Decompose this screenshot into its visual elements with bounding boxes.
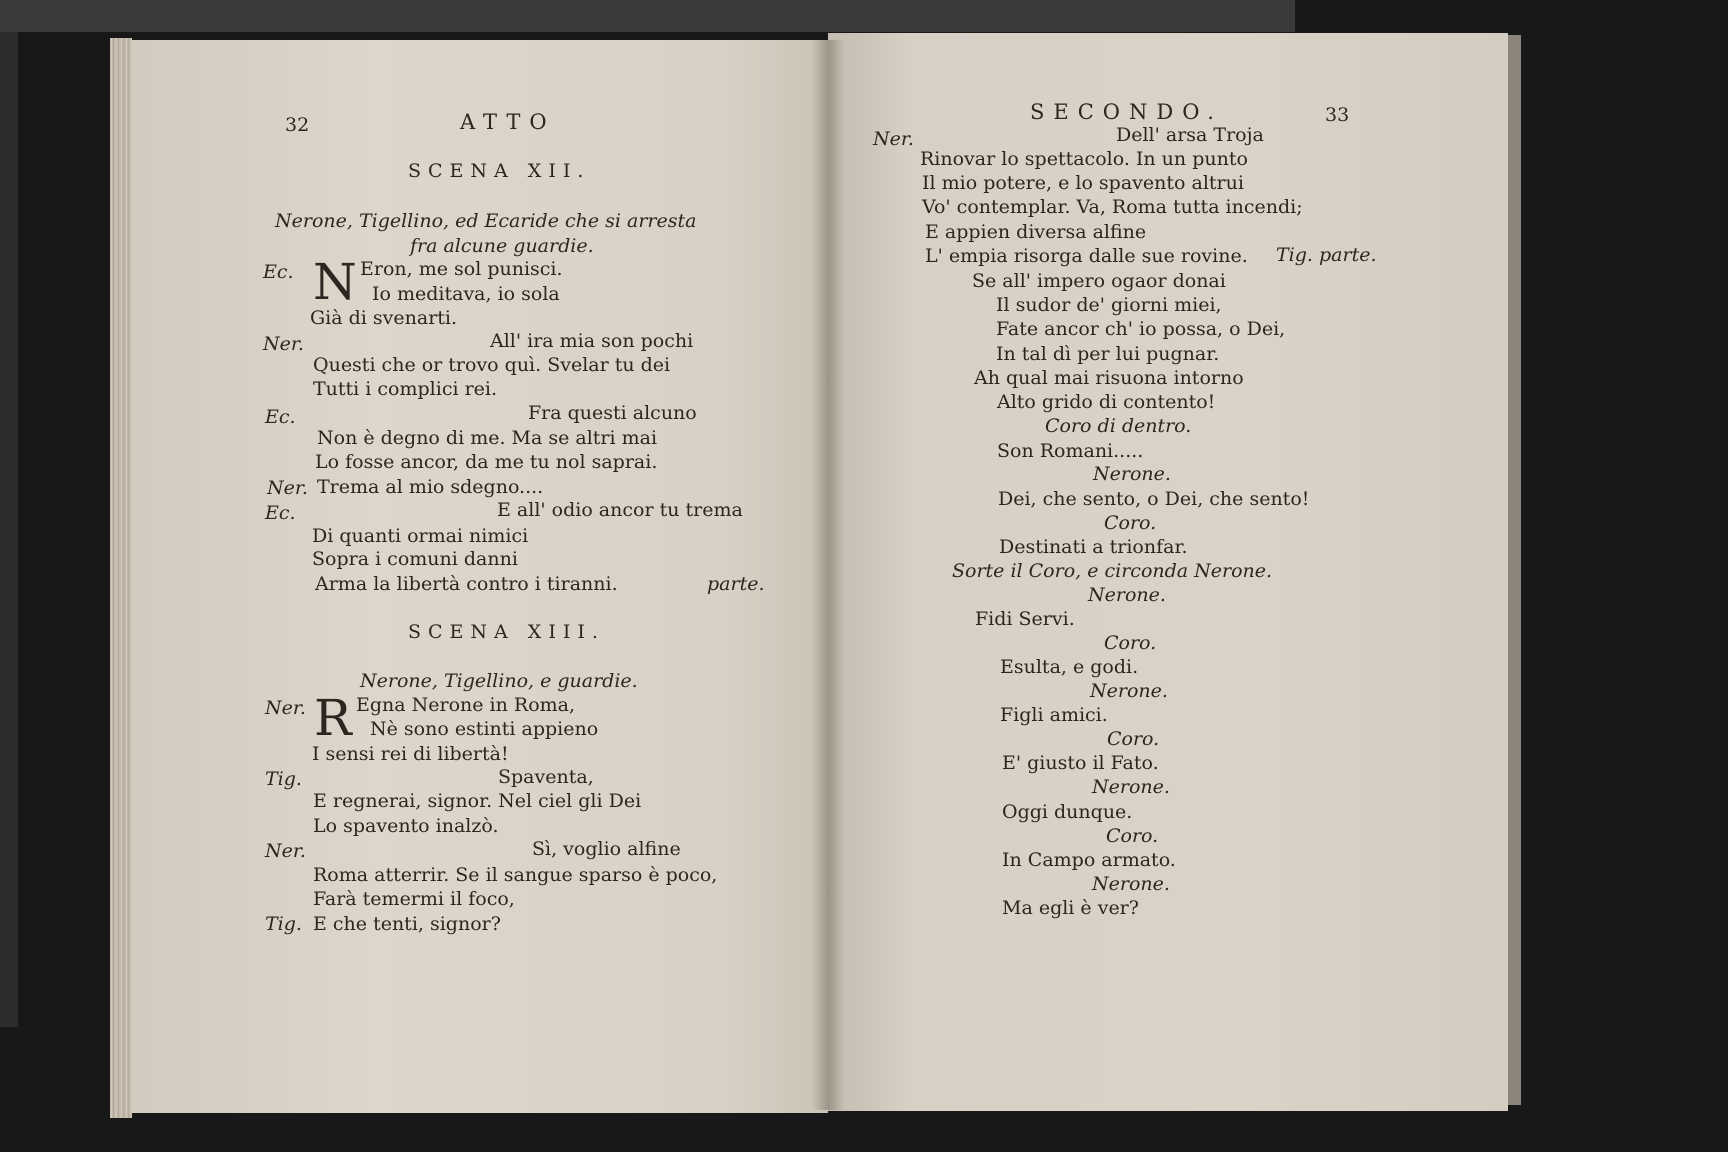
verse-line: Vo' contemplar. Va, Roma tutta incendi; [922, 196, 1303, 218]
drop-capital: R [314, 689, 352, 747]
book-edge [110, 38, 132, 1118]
speaker-label: Ner. [873, 128, 914, 150]
background-strip [0, 0, 1295, 32]
background-board [0, 32, 18, 1027]
verse-line: Non è degno di me. Ma se altri mai [317, 427, 658, 449]
page-number-right: 33 [1325, 104, 1350, 126]
speaker-heading: Coro. [1104, 512, 1157, 534]
speaker-label: Ner. [265, 697, 306, 719]
verse-line: Esulta, e godi. [1000, 656, 1139, 678]
verse-line: Lo fosse ancor, da me tu nol saprai. [315, 451, 658, 473]
speaker-label: Ner. [267, 477, 308, 499]
verse-line: Figli amici. [1000, 704, 1108, 726]
verse-line: E che tenti, signor? [313, 913, 501, 935]
speaker-heading: Nerone. [1088, 584, 1166, 606]
verse-line: E regnerai, signor. Nel ciel gli Dei [313, 790, 642, 812]
speaker-heading: Coro. [1106, 825, 1159, 847]
speaker-heading: Nerone. [1092, 873, 1170, 895]
verse-line: Ah qual mai risuona intorno [974, 367, 1244, 389]
verse-line: In Campo armato. [1002, 849, 1176, 871]
verse-line: Egna Nerone in Roma, [356, 694, 576, 716]
verse-line: Rinovar lo spettacolo. In un punto [920, 148, 1248, 170]
verse-line: Il sudor de' giorni miei, [996, 294, 1222, 316]
verse-line: Nè sono estinti appieno [370, 718, 599, 740]
verse-line: E' giusto il Fato. [1002, 752, 1159, 774]
verse-line: E appien diversa alfine [925, 221, 1147, 243]
speaker-heading: Nerone. [1093, 463, 1171, 485]
verse-line: Ma egli è ver? [1002, 897, 1139, 919]
stage-aside: parte. [707, 573, 765, 595]
verse-line: In tal dì per lui pugnar. [996, 343, 1220, 365]
stage-direction: fra alcune guardie. [410, 235, 594, 257]
verse-line: Fra questi alcuno [528, 402, 697, 424]
speaker-heading: Coro di dentro. [1045, 415, 1192, 437]
verse-line: Sopra i comuni danni [312, 548, 518, 570]
verse-line: Questi che or trovo quì. Svelar tu dei [313, 354, 671, 376]
speaker-label: Ner. [265, 840, 306, 862]
verse-line: Roma atterrir. Se il sangue sparso è poco, [313, 864, 718, 886]
speaker-label: Ner. [263, 333, 304, 355]
stage-direction: Sorte il Coro, e circonda Nerone. [952, 560, 1273, 582]
scene-heading-xiii: SCENA XIII. [408, 621, 605, 643]
speaker-heading: Coro. [1107, 728, 1160, 750]
verse-line: Fidi Servi. [975, 608, 1075, 630]
verse-line: Arma la libertà contro i tiranni. [315, 573, 618, 595]
verse-line: Eron, me sol punisci. [360, 258, 563, 280]
verse-line: Fate ancor ch' io possa, o Dei, [996, 318, 1286, 340]
book-gutter [812, 40, 844, 1110]
verse-line: Farà temermi il foco, [313, 888, 515, 910]
verse-line: Io meditava, io sola [372, 283, 560, 305]
verse-line: Dell' arsa Troja [1116, 124, 1264, 146]
verse-line: Alto grido di contento! [997, 391, 1216, 413]
running-head-left: ATTO [460, 110, 556, 134]
verse-line: Se all' impero ogaor donai [972, 270, 1226, 292]
verse-line: Lo spavento inalzò. [313, 815, 499, 837]
stage-direction: Nerone, Tigellino, e guardie. [360, 670, 638, 692]
verse-line: L' empia risorga dalle sue rovine. [925, 245, 1248, 267]
speaker-label: Tig. [265, 913, 302, 935]
verse-line: Sì, voglio alfine [532, 838, 681, 860]
verse-line: All' ira mia son pochi [490, 330, 694, 352]
speaker-label: Ec. [265, 502, 296, 524]
drop-capital: N [313, 253, 357, 311]
verse-line: Destinati a trionfar. [999, 536, 1188, 558]
verse-line: Son Romani..... [997, 440, 1144, 462]
verse-line: Di quanti ormai nimici [312, 525, 529, 547]
running-head-right: SECONDO. [1030, 100, 1223, 124]
stage-aside: Tig. parte. [1276, 244, 1377, 266]
page-number-left: 32 [285, 114, 310, 136]
verse-line: Dei, che sento, o Dei, che sento! [998, 488, 1310, 510]
scene-heading-xii: SCENA XII. [408, 160, 591, 182]
speaker-label: Ec. [263, 261, 294, 283]
verse-line: I sensi rei di libertà! [312, 743, 509, 765]
speaker-heading: Nerone. [1092, 776, 1170, 798]
verse-line: Spaventa, [498, 766, 594, 788]
speaker-label: Ec. [265, 406, 296, 428]
verse-line: Trema al mio sdegno.... [317, 476, 544, 498]
verse-line: E all' odio ancor tu trema [497, 499, 743, 521]
verse-line: Oggi dunque. [1002, 801, 1133, 823]
verse-line: Già di svenarti. [310, 307, 458, 329]
stage-direction: Nerone, Tigellino, ed Ecaride che si arresta [275, 210, 697, 232]
speaker-heading: Coro. [1104, 632, 1157, 654]
speaker-label: Tig. [265, 768, 302, 790]
verse-line: Tutti i complici rei. [313, 378, 498, 400]
speaker-heading: Nerone. [1090, 680, 1168, 702]
verse-line: Il mio potere, e lo spavento altrui [922, 172, 1244, 194]
